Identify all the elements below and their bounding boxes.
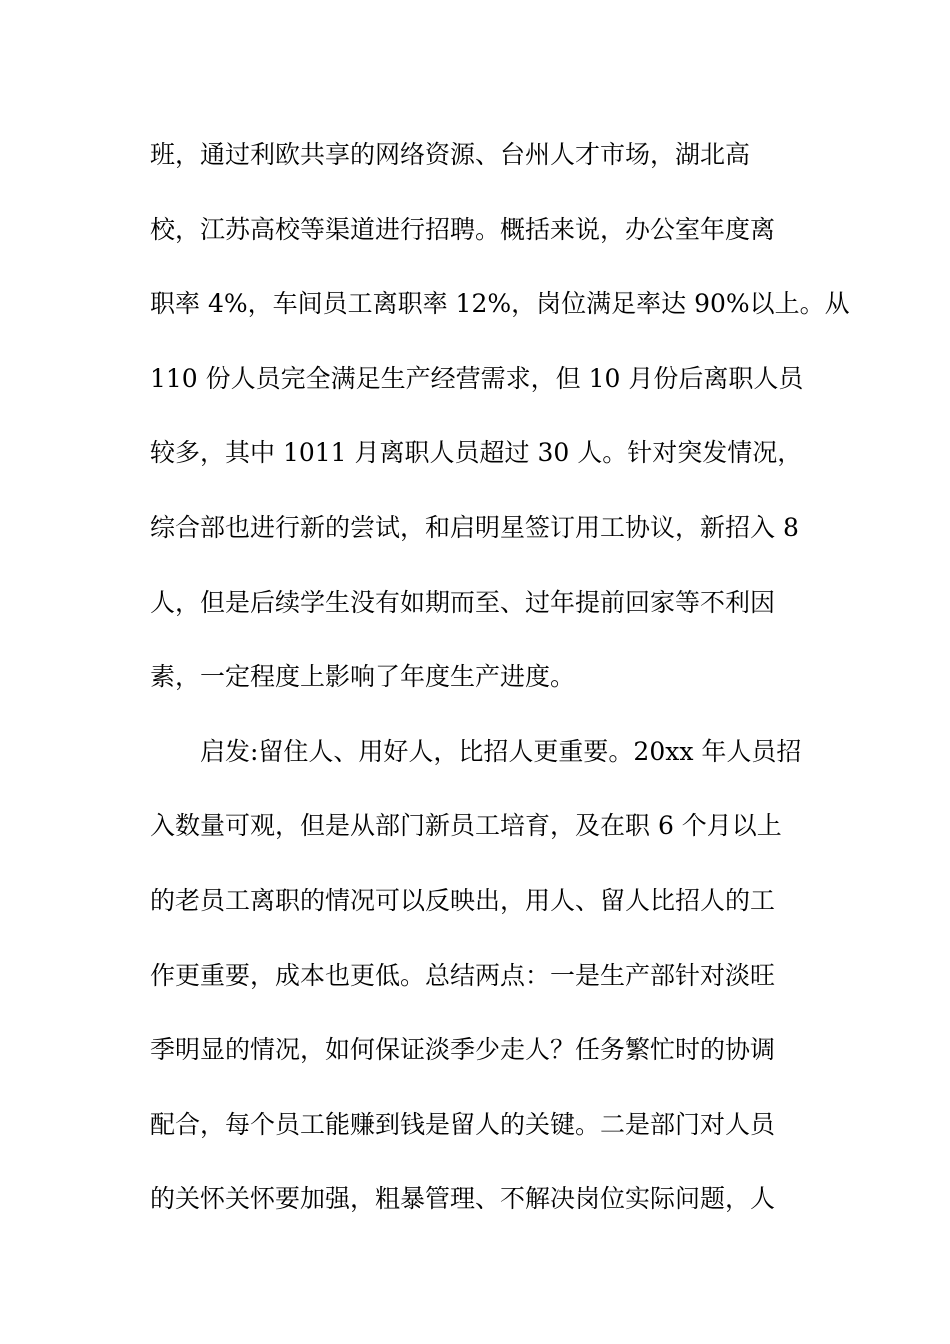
paragraph-start-line: 启发:留住人、用好人，比招人更重要。20xx 年人员招 xyxy=(200,736,802,766)
body-text xyxy=(150,125,850,1244)
text-line: 人，但是后续学生没有如期而至、过年提前回家等不利因 xyxy=(150,587,776,617)
text-line: 110 份人员完全满足生产经营需求，但 10 月份后离职人员 xyxy=(150,363,804,393)
text-line: 的老员工离职的情况可以反映出，用人、留人比招人的工 xyxy=(150,885,776,915)
text-line: 较多，其中 1011 月离职人员超过 30 人。针对突发情况， xyxy=(150,438,803,468)
text-line: 季明显的情况，如何保证淡季少走人？任务繁忙时的协调 xyxy=(150,1035,776,1065)
text-line: 作更重要，成本也更低。总结两点：一是生产部针对淡旺 xyxy=(150,960,776,990)
text-line: 素，一定程度上影响了年度生产进度。 xyxy=(150,662,576,692)
text-line: 综合部也进行新的尝试，和启明星签订用工协议，新招入 8 xyxy=(150,512,799,542)
text-line: 的关怀关怀要加强，粗暴管理、不解决岗位实际问题，人 xyxy=(150,1184,776,1214)
text-line: 职率 4%，车间员工离职率 12%，岗位满足率达 90%以上。从 xyxy=(150,289,850,319)
text-line: 配合，每个员工能赚到钱是留人的关键。二是部门对人员 xyxy=(150,1109,776,1139)
text-line: 校，江苏高校等渠道进行招聘。概括来说，办公室年度离 xyxy=(150,214,776,244)
text-line: 入数量可观，但是从部门新员工培育，及在职 6 个月以上 xyxy=(150,811,782,841)
text-line: 班，通过利欧共享的网络资源、台州人才市场，湖北高 xyxy=(150,140,751,169)
